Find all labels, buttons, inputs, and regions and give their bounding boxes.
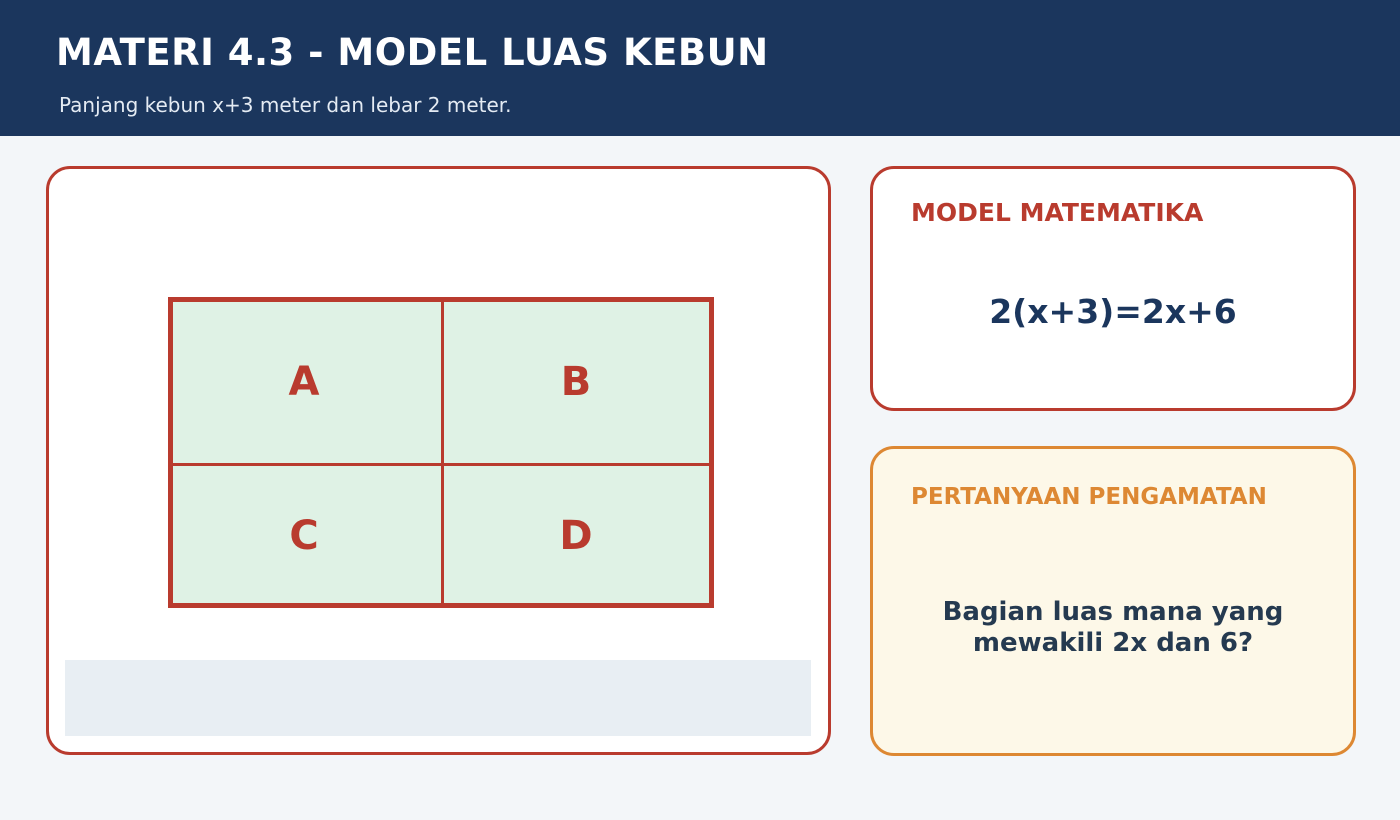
page-subtitle: Panjang kebun x+3 meter dan lebar 2 meter. xyxy=(59,93,512,117)
garden-area-grid xyxy=(168,297,714,608)
math-model-card xyxy=(870,166,1356,411)
caption-box xyxy=(65,660,811,736)
page-header xyxy=(0,0,1400,136)
region-label-b: B xyxy=(560,359,592,405)
math-model-formula: 2(x+3)=2x+6 xyxy=(989,292,1237,331)
observation-question-heading: PERTANYAAN PENGAMATAN xyxy=(911,484,1267,510)
page-title: MATERI 4.3 - MODEL LUAS KEBUN xyxy=(56,31,769,74)
area-model-panel xyxy=(46,166,831,755)
observation-question-card xyxy=(870,446,1356,756)
grid-horizontal-divider xyxy=(173,463,709,466)
grid-vertical-divider xyxy=(441,302,444,603)
math-model-heading: MODEL MATEMATIKA xyxy=(911,198,1204,227)
observation-question-text: Bagian luas mana yang mewakili 2x dan 6? xyxy=(942,597,1284,658)
region-label-c: C xyxy=(289,513,319,559)
region-label-d: D xyxy=(559,513,593,559)
region-label-a: A xyxy=(288,359,320,405)
